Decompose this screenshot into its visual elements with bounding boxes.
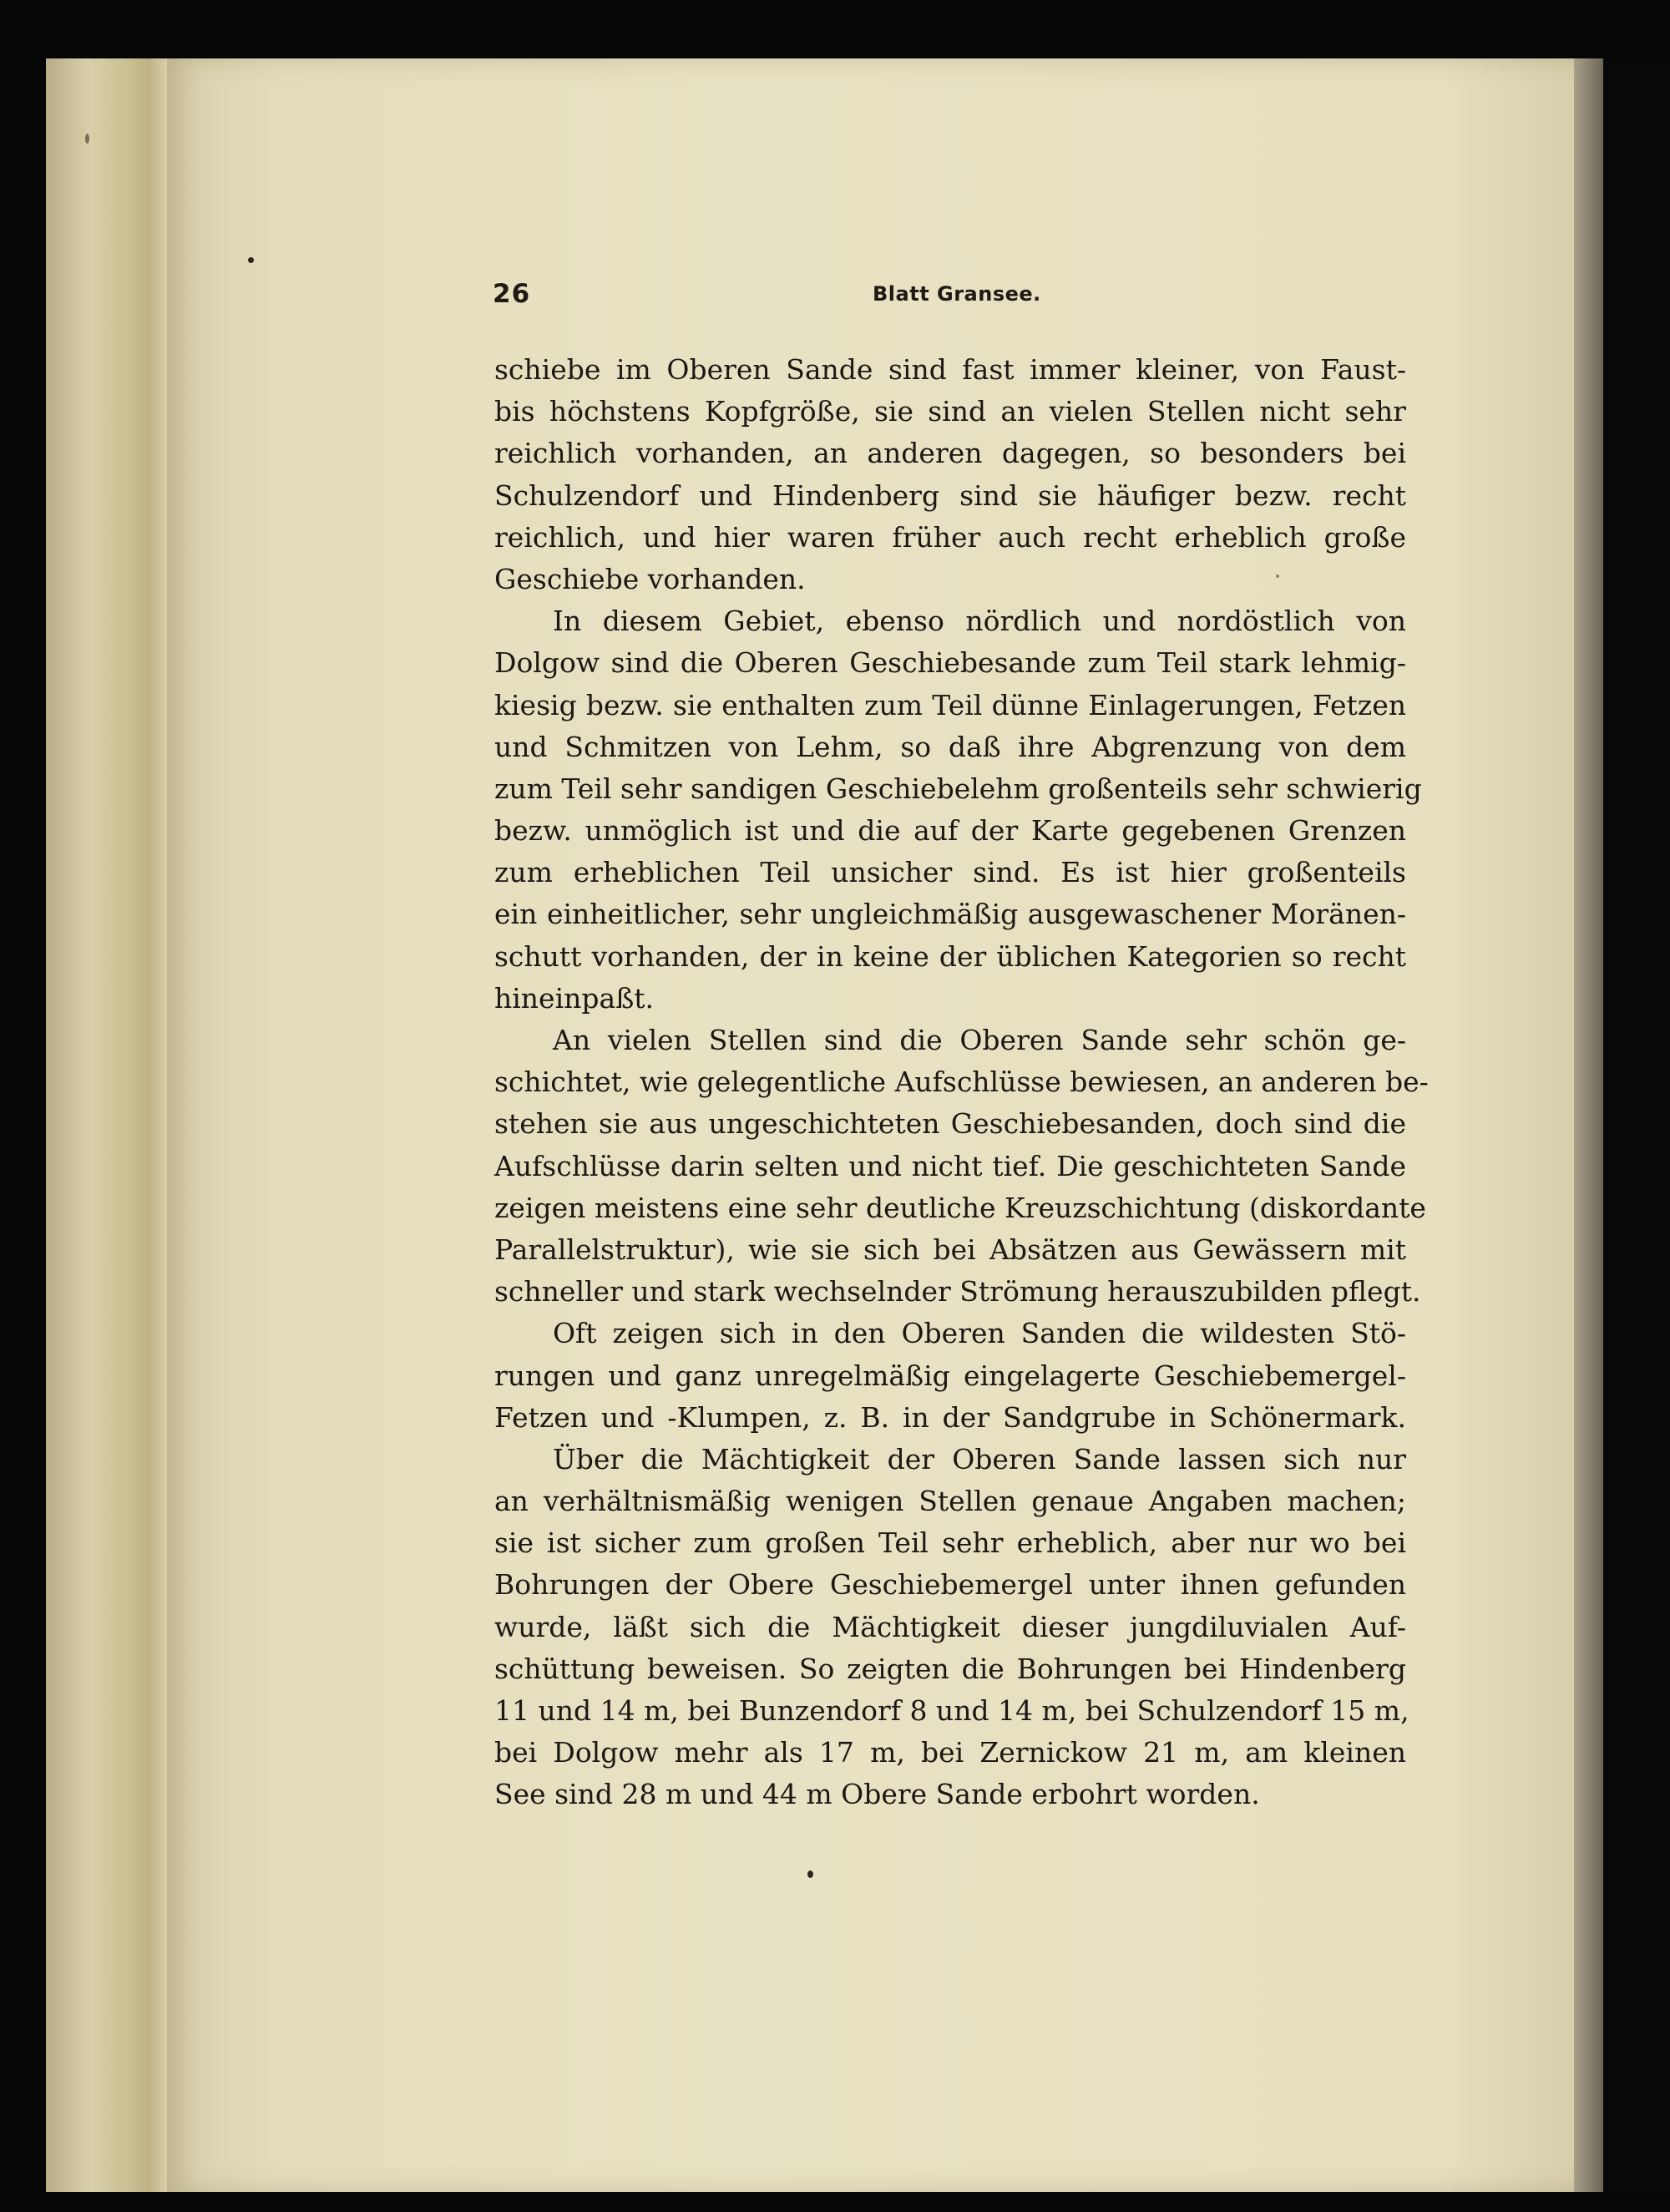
text-line: stehen sie aus ungeschichteten Geschiebesanden, doch sind die: [494, 1107, 1406, 1141]
text-line: See sind 28 m und 44 m Obere Sande erbohrt worden.: [494, 1778, 1260, 1811]
text-line: schiebe im Oberen Sande sind fast immer kleiner, von Faust-: [494, 353, 1406, 386]
text-line: hineinpaßt.: [494, 981, 654, 1015]
text-line: bezw. unmöglich ist und die auf der Karte gegebenen Grenzen: [494, 814, 1406, 848]
body-text: [494, 349, 1429, 1816]
text-line: schutt vorhanden, der in keine der üblichen Kategorien so recht: [494, 939, 1406, 973]
text-line: Oft zeigen sich in den Oberen Sanden die wildesten Stö-: [553, 1317, 1406, 1350]
text-line: wurde, läßt sich die Mächtigkeit dieser jungdiluvialen Auf-: [494, 1610, 1406, 1643]
text-line: schüttung beweisen. So zeigten die Bohrungen bei Hindenberg: [494, 1652, 1406, 1685]
text-line: Dolgow sind die Oberen Geschiebesande zum Teil stark lehmig-: [494, 646, 1406, 680]
text-line: schneller und stark wechselnder Strömung herauszubilden pflegt.: [494, 1275, 1421, 1308]
text-line: Bohrungen der Obere Geschiebemergel unter ihnen gefunden: [494, 1568, 1406, 1602]
paragraph: [494, 1439, 1409, 1816]
book-gutter: [1574, 58, 1603, 2192]
text-line: sie ist sicher zum großen Teil sehr erheblich, aber nur wo bei: [494, 1526, 1406, 1560]
text-line: Schulzendorf und Hindenberg sind sie häufiger bezw. recht: [494, 478, 1406, 512]
text-line: an verhältnismäßig wenigen Stellen genaue Angaben machen;: [494, 1485, 1406, 1518]
text-line: In diesem Gebiet, ebenso nördlich und nordöstlich von: [553, 605, 1406, 638]
text-line: zeigen meistens eine sehr deutliche Kreuzschichtung (diskordante: [494, 1191, 1426, 1224]
text-line: Geschiebe vorhanden.: [494, 562, 806, 595]
paragraph: [494, 1020, 1429, 1313]
running-header: [493, 279, 1411, 321]
paragraph: [494, 1313, 1406, 1439]
paragraph: [494, 600, 1422, 1020]
text-line: Aufschlüsse darin selten und nicht tief. Die geschichteten Sande: [494, 1149, 1406, 1182]
text-line: 11 und 14 m, bei Bunzendorf 8 und 14 m, bei Schulzendorf 15 m,: [494, 1694, 1409, 1727]
facing-page-edge: [1603, 58, 1670, 2192]
paragraph: [494, 349, 1406, 600]
text-line: Parallelstruktur), wie sie sich bei Absätzen aus Gewässern mit: [494, 1233, 1406, 1266]
text-line: reichlich, und hier waren früher auch recht erheblich große: [494, 520, 1406, 554]
text-line: zum erheblichen Teil unsicher sind. Es ist hier großenteils: [494, 856, 1406, 889]
page-number: 26: [493, 279, 531, 309]
text-line: kiesig bezw. sie enthalten zum Teil dünne Einlagerungen, Fetzen: [494, 688, 1406, 721]
text-line: reichlich vorhanden, an anderen dagegen, so besonders bei: [494, 437, 1406, 470]
text-line: ein einheitlicher, sehr ungleichmäßig ausgewaschener Moränen-: [494, 898, 1406, 931]
text-line: bei Dolgow mehr als 17 m, bei Zernickow 21 m, am kleinen: [494, 1736, 1406, 1769]
text-line: bis höchstens Kopfgröße, sie sind an vielen Stellen nicht sehr: [494, 395, 1406, 428]
text-line: zum Teil sehr sandigen Geschiebelehm großenteils sehr schwierig: [494, 772, 1422, 805]
text-line: und Schmitzen von Lehm, so daß ihre Abgrenzung von dem: [494, 730, 1406, 763]
text-line: Über die Mächtigkeit der Oberen Sande lassen sich nur: [553, 1442, 1406, 1476]
text-line: rungen und ganz unregelmäßig eingelagerte Geschiebemergel-: [494, 1359, 1406, 1392]
text-line: Fetzen und -Klumpen, z. B. in der Sandgrube in Schönermark.: [494, 1400, 1406, 1434]
text-line: An vielen Stellen sind die Oberen Sande sehr schön ge-: [553, 1024, 1406, 1056]
text-line: schichtet, wie gelegentliche Aufschlüsse bewiesen, an anderen be-: [494, 1066, 1429, 1099]
running-title: Blatt Gransee.: [873, 282, 1041, 306]
